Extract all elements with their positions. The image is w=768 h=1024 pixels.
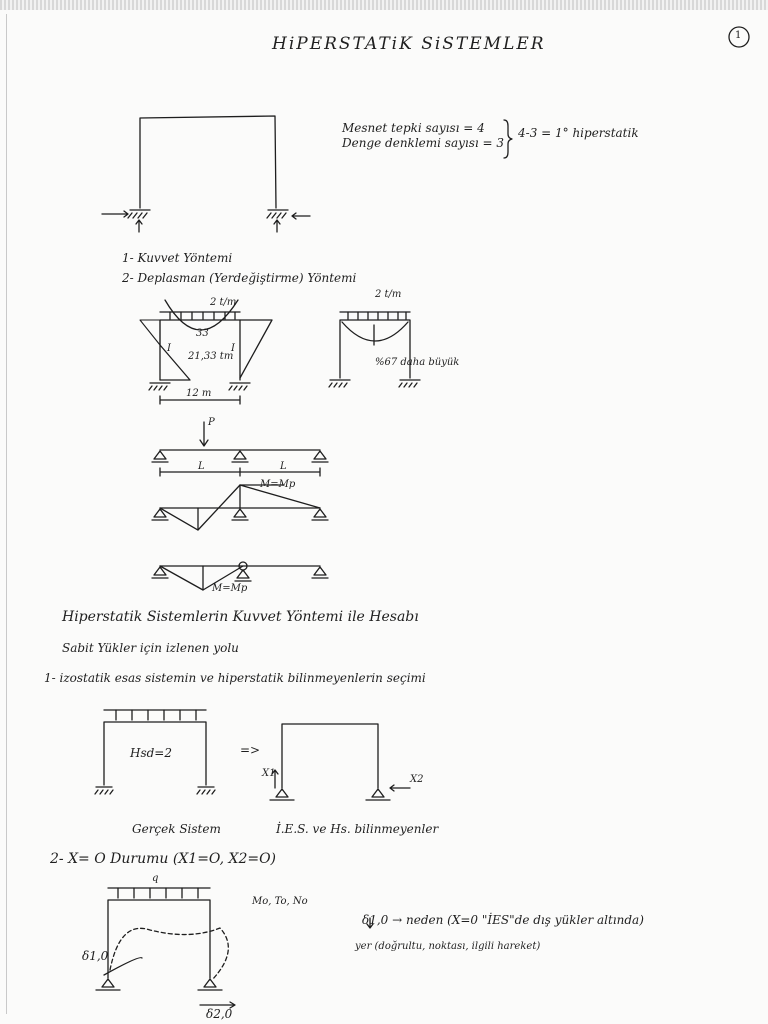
frame-portal [102, 116, 310, 232]
method-item-1: 1- Kuvvet Yöntemi [122, 251, 233, 265]
load-label-right: 2 t/m [375, 289, 402, 300]
delta-10-label: δ1,0 [82, 949, 109, 963]
continuous-beam [152, 422, 328, 476]
intro-result: 4-3 = 1° hiperstatik [518, 126, 639, 140]
moment-label-top: M=Mp [260, 479, 296, 490]
x0-state-frame [96, 888, 373, 1008]
page-number: 1 [735, 30, 742, 41]
page-title: HiPERSTATiK SiSTEMLER [272, 34, 546, 54]
moment-label-bottom: M=Mp [212, 583, 248, 594]
internal-forces-label: Mo, To, No [252, 896, 308, 907]
deflection-note: %67 daha büyük [375, 357, 460, 368]
beam-moment-diagram-1 [152, 485, 328, 530]
span-left-label: L [198, 461, 205, 472]
x2-label: X2 [410, 774, 424, 785]
method-item-2: 2- Deplasman (Yerdeğiştirme) Yöntemi [122, 271, 357, 285]
primary-system-frame [270, 724, 410, 800]
frame-deflection-diagram [329, 312, 420, 387]
intro-brace [504, 120, 512, 158]
intro-line-1: Mesnet tepki sayısı = 4 [342, 121, 485, 135]
point-load-label: P [208, 417, 215, 428]
delta-20-label: δ2,0 [206, 1007, 233, 1021]
delta-explanation: δ1,0 → neden (X=0 "İES"de dış yükler altında) [362, 913, 644, 927]
moment-mid-label: 21,33 tm [188, 351, 234, 362]
intro-line-2: Denge denklemi sayısı = 3 [342, 136, 505, 150]
step-1: 1- izostatik esas sistemin ve hiperstatik bilinmeyenlerin seçimi [44, 671, 426, 685]
load-label-left: 2 t/m [210, 297, 237, 308]
caption-primary-system: İ.E.S. ve Hs. bilinmeyenler [276, 822, 439, 836]
inertia-right-label: I [231, 343, 235, 354]
section-heading: Hiperstatik Sistemlerin Kuvvet Yöntemi ile Hesabı [62, 609, 419, 625]
x1-label: X1 [262, 768, 276, 779]
span-right-label: L [280, 461, 287, 472]
caption-real-system: Gerçek Sistem [132, 822, 221, 836]
span-label: 12 m [186, 388, 212, 399]
transform-arrow: => [240, 743, 261, 757]
distributed-load-label: q [152, 873, 159, 884]
step-2: 2- X= O Durumu (X1=O, X2=O) [50, 851, 277, 867]
moment-top-label: 33 [196, 328, 209, 339]
hsd-label: Hsd=2 [130, 746, 172, 760]
section-subheading: Sabit Yükler için izlenen yolu [62, 641, 239, 655]
inertia-left-label: I [167, 343, 171, 354]
delta-explanation-2: yer (doğrultu, noktası, ilgili hareket) [355, 941, 541, 952]
